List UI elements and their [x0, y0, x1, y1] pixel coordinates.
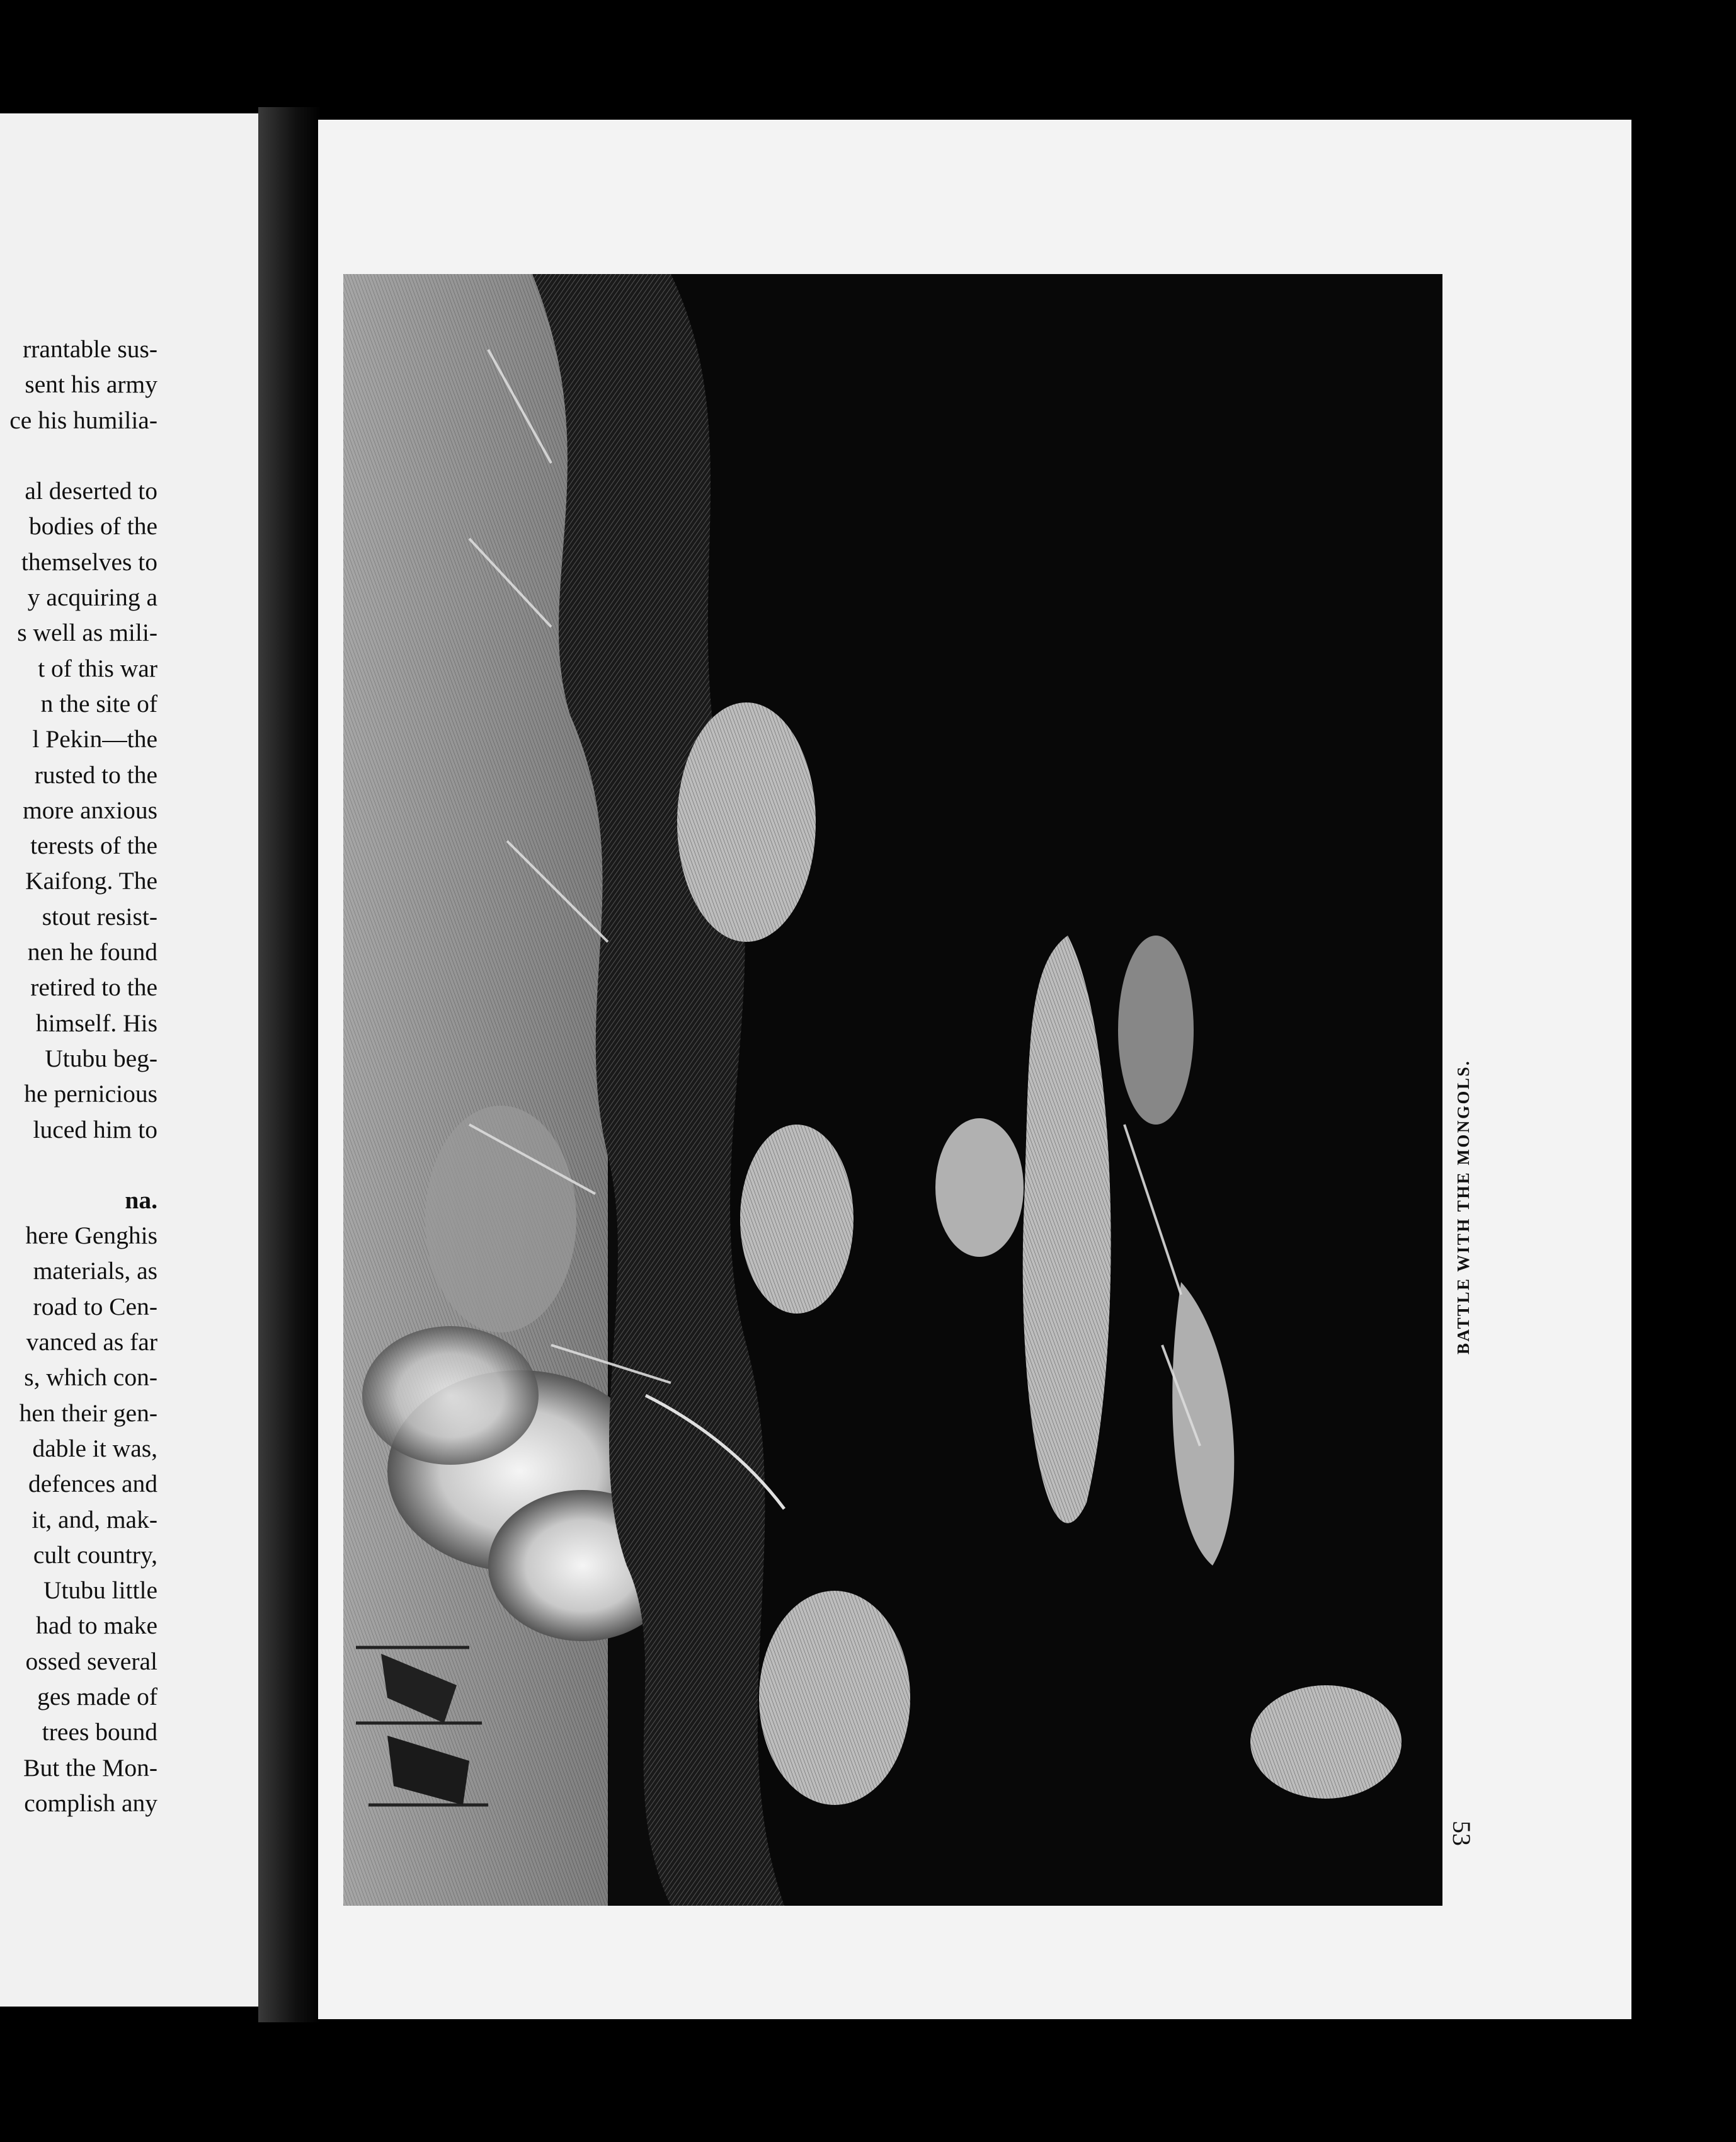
left-page-line: rrantable sus-: [23, 335, 157, 363]
left-page-line: complish any: [24, 1789, 157, 1817]
left-page-line: ce his humilia-: [9, 406, 157, 434]
book-gutter: [258, 107, 321, 2022]
left-page-line: y acquiring a: [27, 583, 157, 612]
page-number: 53: [1448, 1821, 1476, 1846]
battle-engraving-illustration: [343, 274, 1442, 1906]
left-page-line: But the Mon-: [23, 1753, 157, 1782]
left-page-line: sent his army: [25, 370, 157, 399]
left-page-line: it, and, mak-: [31, 1505, 157, 1533]
left-page-line: more anxious: [23, 796, 157, 824]
left-page-line: luced him to: [33, 1115, 157, 1143]
left-page-line: s, which con-: [24, 1363, 157, 1392]
left-page-line: l Pekin—the: [32, 725, 157, 753]
left-page-line: Kaifong. The: [25, 867, 157, 895]
left-page-line: materials, as: [33, 1257, 157, 1285]
left-page-line: Utubu beg-: [45, 1044, 157, 1072]
left-page-line: [0, 438, 157, 473]
left-page-line: he pernicious: [24, 1080, 157, 1108]
left-page-line: trees bound: [42, 1718, 157, 1746]
left-page-line: t of this war: [38, 654, 157, 682]
left-page-line: road to Cen-: [33, 1292, 157, 1320]
left-page-line: nen he found: [27, 938, 157, 966]
right-page: [318, 120, 1631, 2019]
left-page-line: here Genghis: [25, 1222, 157, 1250]
left-page-line: dable it was,: [32, 1434, 157, 1462]
left-page-line: s well as mili-: [17, 619, 157, 647]
left-page-line: himself. His: [35, 1009, 157, 1037]
left-page-line: hen their gen-: [19, 1399, 157, 1427]
left-page-line: ossed several: [25, 1647, 157, 1675]
illustration-caption: BATTLE WITH THE MONGOLS.: [1454, 1059, 1473, 1354]
left-page-line: n the site of: [40, 689, 157, 718]
left-page-line: vanced as far: [26, 1328, 157, 1356]
left-page-line: rusted to the: [34, 760, 157, 789]
section-heading: na.: [125, 1186, 157, 1214]
left-page-line: defences and: [28, 1470, 157, 1498]
left-page-line: themselves to: [21, 547, 157, 576]
left-page-text: [0, 331, 157, 1821]
left-page-line: ges made of: [37, 1682, 157, 1710]
left-page-line: al deserted to: [25, 477, 157, 505]
left-page-line: cult country,: [33, 1540, 157, 1569]
left-page-line: retired to the: [30, 973, 157, 1002]
left-page-line: stout resist-: [42, 902, 157, 931]
left-page-line: had to make: [35, 1612, 157, 1640]
left-page: [0, 113, 260, 2007]
paragraph-gap: [0, 1147, 157, 1183]
left-page-line: Utubu little: [43, 1576, 157, 1605]
left-page-line: bodies of the: [28, 512, 157, 541]
left-page-line: terests of the: [30, 832, 157, 860]
